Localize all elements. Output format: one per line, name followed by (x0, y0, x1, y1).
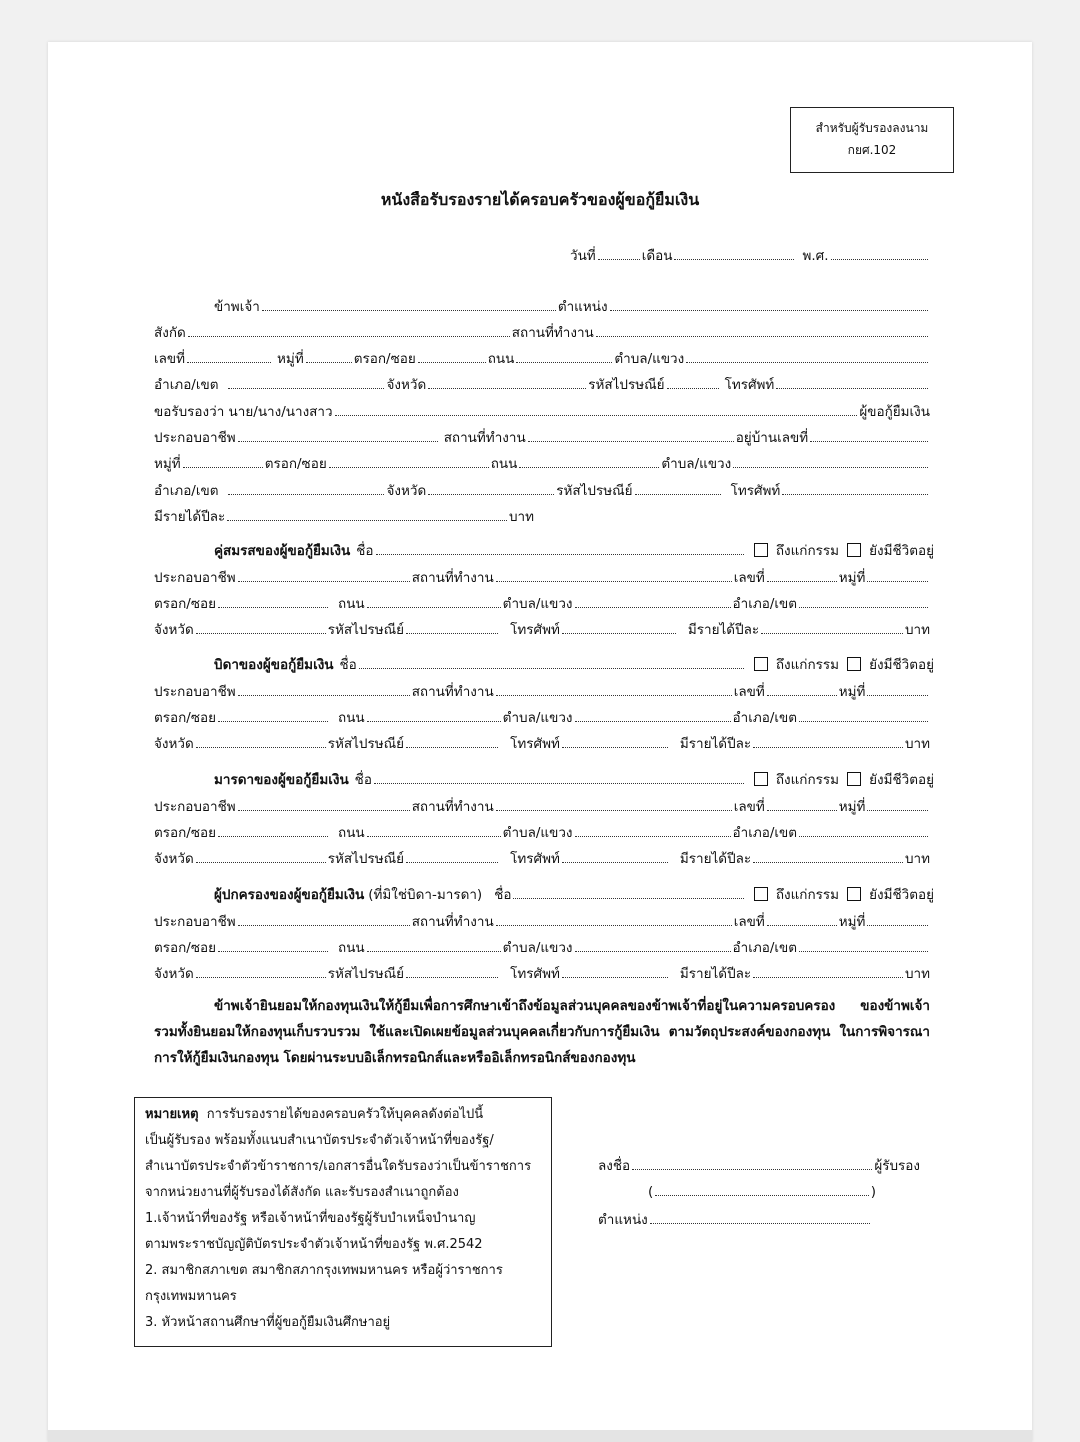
borrower-moo-label: หมู่ที่ (154, 456, 181, 472)
borrower-house-no-label: อยู่บ้านเลขที่ (735, 430, 809, 446)
father-number-field[interactable] (767, 680, 837, 696)
borrower-amphoe-field[interactable] (228, 479, 384, 495)
note-heading: หมายเหตุ (145, 1107, 199, 1122)
mother-line-4 (154, 847, 930, 869)
guardian-phone-label: โทรศัพท์ (510, 966, 560, 982)
signature-field[interactable] (632, 1154, 872, 1170)
father-amphoe-label: อำเภอ/เขต (732, 710, 797, 726)
certifier-agency-label: สังกัด (154, 325, 186, 341)
date-month-label: เดือน (641, 248, 673, 264)
mother-soi-label: ตรอก/ซอย (154, 825, 217, 841)
father-baht-label: บาท (904, 736, 930, 752)
borrower-occupation-label: ประกอบอาชีพ (154, 430, 236, 446)
mother-income-label: มีรายได้ปีละ (679, 851, 752, 867)
spouse-moo-field[interactable] (867, 566, 928, 582)
signature-printed-name-field[interactable] (655, 1180, 868, 1196)
certifier-phone-field[interactable] (776, 373, 928, 389)
note-line-1: เป็นผู้รับรอง พร้อมทั้งแนบสำเนาบัตรประจำตัวเจ้าหน้าที่ของรัฐ/ (145, 1133, 494, 1148)
guardian-name-field[interactable] (513, 883, 743, 899)
guardian-tambon-field[interactable] (575, 936, 731, 952)
father-moo-field[interactable] (867, 680, 928, 696)
guardian-tambon-label: ตำบล/แขวง (502, 940, 573, 956)
mother-phone-label: โทรศัพท์ (510, 851, 560, 867)
mother-soi-field[interactable] (218, 821, 328, 837)
spouse-phone-field[interactable] (562, 618, 676, 634)
borrower-province-label: จังหวัด (386, 483, 427, 499)
father-province-field[interactable] (196, 732, 326, 748)
guardian-soi-field[interactable] (218, 936, 328, 952)
borrower-label: ผู้ขอกู้ยืมเงิน (859, 404, 930, 420)
father-number-label: เลขที่ (733, 684, 765, 700)
mother-number-label: เลขที่ (733, 799, 765, 815)
date-month-field[interactable] (674, 244, 794, 260)
guardian-phone-field[interactable] (562, 962, 668, 978)
spouse-amphoe-field[interactable] (799, 592, 928, 608)
borrower-phone-label: โทรศัพท์ (730, 483, 781, 499)
guardian-line-4 (154, 962, 930, 984)
certifier-amphoe-label: อำเภอ/เขต (154, 377, 219, 393)
spouse-postcode-field[interactable] (406, 618, 498, 634)
note-line-4: 1.เจ้าหน้าที่ของรัฐ หรือเจ้าหน้าที่ของรัฐผู้รับบำเหน็จบำนาญ (145, 1211, 476, 1226)
certifier-amphoe-field[interactable] (228, 373, 384, 389)
guardian-moo-label: หมู่ที่ (838, 914, 866, 930)
certifier-moo-label: หมู่ที่ (277, 351, 304, 367)
mother-workplace-field[interactable] (496, 795, 732, 811)
certifier-moo-field[interactable] (306, 347, 352, 363)
borrower-soi-label: ตรอก/ซอย (264, 456, 327, 472)
mother-tambon-label: ตำบล/แขวง (502, 825, 573, 841)
certifier-province-label: จังหวัด (386, 377, 427, 393)
father-road-label: ถนน (338, 710, 365, 726)
mother-amphoe-field[interactable] (799, 821, 928, 837)
borrower-phone-field[interactable] (782, 479, 928, 495)
guardian-amphoe-label: อำเภอ/เขต (732, 940, 797, 956)
borrower-line-5 (154, 505, 534, 527)
father-province-label: จังหวัด (154, 736, 194, 752)
mother-tambon-field[interactable] (575, 821, 731, 837)
father-deceased-label: ถึงแก่กรรม (775, 657, 840, 673)
certifier-postcode-field[interactable] (667, 373, 719, 389)
spouse-occupation-label: ประกอบอาชีพ (154, 570, 236, 586)
consent-line-3: ในการพิจารณาการให้กู้ยืมเงินกองทุน โดยผ่านระบบอิเล็กทรอนิกส์และหรืออิเล็กทรอนิกส์ของกองทุน (154, 1024, 931, 1066)
father-alive-checkbox[interactable] (847, 657, 861, 671)
borrower-line-4 (154, 479, 930, 501)
guardian-name-label: ชื่อ (494, 887, 512, 903)
guardian-road-field[interactable] (367, 936, 501, 952)
spouse-road-field[interactable] (367, 592, 501, 608)
borrower-workplace-field[interactable] (528, 426, 734, 442)
mother-moo-field[interactable] (867, 795, 928, 811)
certifier-name-field[interactable] (262, 295, 556, 311)
consent-paragraph (154, 993, 930, 1071)
spouse-soi-label: ตรอก/ซอย (154, 596, 217, 612)
spouse-moo-label: หมู่ที่ (838, 570, 866, 586)
father-section-title: บิดาของผู้ขอกู้ยืมเงิน (214, 657, 334, 673)
certifier-name-label: ข้าพเจ้า (214, 299, 260, 315)
mother-province-label: จังหวัด (154, 851, 194, 867)
signature-label: ลงชื่อ (598, 1158, 631, 1174)
father-soi-label: ตรอก/ซอย (154, 710, 217, 726)
guardian-amphoe-field[interactable] (799, 936, 928, 952)
certifier-position-label: ตำแหน่ง (557, 299, 608, 315)
mother-alive-label: ยังมีชีวิตอยู่ (869, 772, 934, 788)
father-phone-field[interactable] (562, 732, 668, 748)
consent-line-1: ข้าพเจ้ายินยอมให้กองทุนเงินให้กู้ยืมเพื่อการศึกษาเข้าถึงข้อมูลส่วนบุคคลของข้าพเจ้าที่อยู่ในความครอบครอง (214, 998, 836, 1014)
father-tambon-field[interactable] (575, 706, 731, 722)
form-code-box (790, 107, 954, 173)
certifier-position-field[interactable] (610, 295, 928, 311)
borrower-road-field[interactable] (519, 452, 659, 468)
spouse-income-label: มีรายได้ปีละ (687, 622, 760, 638)
mother-deceased-checkbox[interactable] (754, 772, 768, 786)
father-heading (214, 653, 934, 675)
mother-baht-label: บาท (904, 851, 930, 867)
father-postcode-field[interactable] (406, 732, 498, 748)
father-soi-field[interactable] (218, 706, 328, 722)
borrower-house-no-field[interactable] (810, 426, 928, 442)
borrower-baht-label: บาท (508, 509, 534, 525)
mother-occupation-label: ประกอบอาชีพ (154, 799, 236, 815)
guardian-occupation-label: ประกอบอาชีพ (154, 914, 236, 930)
borrower-tambon-field[interactable] (733, 452, 928, 468)
spouse-line-3 (154, 592, 930, 614)
note-box (134, 1097, 552, 1347)
spouse-phone-label: โทรศัพท์ (510, 622, 560, 638)
date-day-field[interactable] (598, 244, 640, 260)
mother-moo-label: หมู่ที่ (838, 799, 866, 815)
father-occupation-label: ประกอบอาชีพ (154, 684, 236, 700)
form-code: กยศ.102 (847, 143, 897, 157)
certifier-phone-label: โทรศัพท์ (724, 377, 775, 393)
borrower-occupation-field[interactable] (238, 426, 438, 442)
signature-position-label: ตำแหน่ง (598, 1212, 648, 1228)
mother-line-2 (154, 795, 930, 817)
guardian-line-3 (154, 936, 930, 958)
consent-line-2: ของข้าพเจ้า รวมทั้งยินยอมให้กองทุนเก็บรวบรวม ใช้และเปิดเผยข้อมูลส่วนบุคคลเกี่ยวกับการกู้ยืมเงิน ตามวัตถุประสงค์ของกองทุน (154, 998, 930, 1040)
spouse-tambon-field[interactable] (575, 592, 731, 608)
mother-workplace-label: สถานที่ทำงาน (411, 799, 494, 815)
spouse-road-label: ถนน (338, 596, 365, 612)
guardian-deceased-label: ถึงแก่กรรม (775, 887, 840, 903)
father-line-4 (154, 732, 930, 754)
spouse-soi-field[interactable] (218, 592, 328, 608)
borrower-road-label: ถนน (490, 456, 518, 472)
father-moo-label: หมู่ที่ (838, 684, 866, 700)
date-year-label: พ.ศ. (802, 248, 829, 264)
note-line-3: จากหน่วยงานที่ผู้รับรองได้สังกัด และรับรองสำเนาถูกต้อง (145, 1185, 459, 1200)
borrower-soi-field[interactable] (329, 452, 489, 468)
mother-name-field[interactable] (374, 768, 744, 784)
note-line-6: 2. สมาชิกสภาเขต สมาชิกสภากรุงเทพมหานคร หรือผู้ว่าราชการ (145, 1263, 503, 1278)
borrower-income-label: มีรายได้ปีละ (154, 509, 226, 525)
father-workplace-field[interactable] (496, 680, 732, 696)
certifier-line-1 (214, 295, 930, 317)
certifier-postcode-label: รหัสไปรษณีย์ (588, 377, 665, 393)
guardian-number-label: เลขที่ (733, 914, 765, 930)
father-deceased-checkbox[interactable] (754, 657, 768, 671)
mother-province-field[interactable] (196, 847, 326, 863)
father-alive-label: ยังมีชีวิตอยู่ (869, 657, 934, 673)
mother-road-field[interactable] (367, 821, 501, 837)
signature-certifier-label: ผู้รับรอง (874, 1158, 920, 1174)
guardian-line-2 (154, 910, 930, 932)
spouse-province-field[interactable] (196, 618, 326, 634)
spouse-line-4 (154, 618, 930, 640)
father-tambon-label: ตำบล/แขวง (502, 710, 573, 726)
document-title: หนังสือรับรองรายได้ครอบครัวของผู้ขอกู้ยืมเงิน (380, 190, 700, 209)
date-line (570, 244, 930, 266)
guardian-baht-label: บาท (904, 966, 930, 982)
certifier-line-3 (154, 347, 930, 369)
spouse-number-label: เลขที่ (733, 570, 765, 586)
spouse-workplace-label: สถานที่ทำงาน (411, 570, 494, 586)
spouse-deceased-checkbox[interactable] (754, 543, 768, 557)
borrower-postcode-field[interactable] (635, 479, 721, 495)
certifier-workplace-field[interactable] (596, 321, 928, 337)
spouse-province-label: จังหวัด (154, 622, 194, 638)
father-workplace-label: สถานที่ทำงาน (411, 684, 494, 700)
mother-postcode-label: รหัสไปรษณีย์ (327, 851, 405, 867)
spouse-section-title: คู่สมรสของผู้ขอกู้ยืมเงิน (214, 543, 351, 559)
spouse-name-field[interactable] (376, 539, 744, 555)
mother-number-field[interactable] (767, 795, 837, 811)
note-line-7: กรุงเทพมหานคร (145, 1289, 237, 1304)
note-line-0 (145, 1102, 541, 1128)
borrower-line-3 (154, 452, 930, 474)
signature-open-paren: ( (648, 1184, 654, 1200)
spouse-tambon-label: ตำบล/แขวง (502, 596, 573, 612)
certifier-tambon-field[interactable] (686, 347, 928, 363)
borrower-postcode-label: รหัสไปรษณีย์ (556, 483, 633, 499)
mother-phone-field[interactable] (562, 847, 668, 863)
mother-income-field[interactable] (753, 847, 903, 863)
spouse-line-2 (154, 566, 930, 588)
guardian-income-field[interactable] (753, 962, 903, 978)
guardian-income-label: มีรายได้ปีละ (679, 966, 752, 982)
father-line-2 (154, 680, 930, 702)
mother-amphoe-label: อำเภอ/เขต (732, 825, 797, 841)
spouse-income-field[interactable] (761, 618, 903, 634)
certifier-number-field[interactable] (187, 347, 271, 363)
note-text-0: การรับรองรายได้ของครอบครัวให้บุคคลดังต่อไปนี้ (206, 1107, 484, 1122)
spouse-number-field[interactable] (767, 566, 837, 582)
borrower-line-1 (154, 400, 930, 422)
spouse-postcode-label: รหัสไปรษณีย์ (327, 622, 405, 638)
note-line-2: สำเนาบัตรประจำตัวข้าราชการ/เอกสารอื่นใดรับรองว่าเป็นข้าราชการ (145, 1159, 532, 1174)
guardian-section-subtitle: (ที่มิใช่บิดา-มารดา) (368, 887, 483, 903)
spouse-name-label: ชื่อ (356, 543, 374, 559)
mother-name-label: ชื่อ (354, 772, 372, 788)
certifier-soi-label: ตรอก/ซอย (353, 351, 416, 367)
mother-road-label: ถนน (338, 825, 365, 841)
spouse-alive-label: ยังมีชีวิตอยู่ (869, 543, 934, 559)
father-occupation-field[interactable] (238, 680, 410, 696)
certifier-road-field[interactable] (516, 347, 612, 363)
certifier-number-label: เลขที่ (154, 351, 186, 367)
signature-close-paren: ) (870, 1184, 876, 1200)
document-page (48, 42, 1032, 1442)
borrower-income-field[interactable] (227, 505, 507, 521)
spouse-deceased-label: ถึงแก่กรรม (775, 543, 840, 559)
mother-alive-checkbox[interactable] (847, 772, 861, 786)
borrower-amphoe-label: อำเภอ/เขต (154, 483, 219, 499)
guardian-soi-label: ตรอก/ซอย (154, 940, 217, 956)
guardian-province-label: จังหวัด (154, 966, 194, 982)
guardian-deceased-checkbox[interactable] (754, 887, 768, 901)
guardian-number-field[interactable] (767, 910, 837, 926)
borrower-certify-label: ขอรับรองว่า นาย/นาง/นางสาว (154, 404, 333, 420)
mother-postcode-field[interactable] (406, 847, 498, 863)
signature-name-line (648, 1180, 876, 1202)
guardian-occupation-field[interactable] (238, 910, 410, 926)
certifier-tambon-label: ตำบล/แขวง (614, 351, 685, 367)
spouse-occupation-field[interactable] (238, 566, 410, 582)
spouse-amphoe-label: อำเภอ/เขต (732, 596, 797, 612)
certifier-agency-field[interactable] (188, 321, 510, 337)
father-line-3 (154, 706, 930, 728)
guardian-postcode-field[interactable] (406, 962, 498, 978)
father-amphoe-field[interactable] (799, 706, 928, 722)
mother-section-title: มารดาของผู้ขอกู้ยืมเงิน (214, 772, 349, 788)
borrower-workplace-label: สถานที่ทำงาน (443, 430, 526, 446)
certifier-soi-field[interactable] (418, 347, 486, 363)
spouse-baht-label: บาท (904, 622, 930, 638)
guardian-workplace-field[interactable] (496, 910, 732, 926)
spouse-heading (214, 539, 934, 561)
borrower-province-field[interactable] (428, 479, 554, 495)
mother-heading (214, 768, 934, 790)
mother-deceased-label: ถึงแก่กรรม (775, 772, 840, 788)
note-line-8: 3. หัวหน้าสถานศึกษาที่ผู้ขอกู้ยืมเงินศึกษาอยู่ (145, 1315, 391, 1330)
borrower-tambon-label: ตำบล/แขวง (661, 456, 732, 472)
guardian-heading (214, 883, 934, 905)
certifier-road-label: ถนน (487, 351, 515, 367)
guardian-section-title: ผู้ปกครองของผู้ขอกู้ยืมเงิน (214, 887, 365, 903)
guardian-workplace-label: สถานที่ทำงาน (411, 914, 494, 930)
father-name-field[interactable] (359, 653, 744, 669)
date-day-label: วันที่ (570, 248, 596, 264)
father-postcode-label: รหัสไปรษณีย์ (327, 736, 405, 752)
signature-position-line (598, 1208, 872, 1230)
certifier-province-field[interactable] (428, 373, 586, 389)
father-income-field[interactable] (753, 732, 903, 748)
borrower-line-2 (154, 426, 930, 448)
date-year-field[interactable] (831, 244, 929, 260)
mother-line-3 (154, 821, 930, 843)
guardian-moo-field[interactable] (867, 910, 928, 926)
form-code-caption: สำหรับผู้รับรองลงนาม (815, 121, 929, 135)
signature-position-field[interactable] (650, 1208, 870, 1224)
guardian-road-label: ถนน (338, 940, 365, 956)
guardian-alive-checkbox[interactable] (847, 887, 861, 901)
spouse-workplace-field[interactable] (496, 566, 732, 582)
guardian-province-field[interactable] (196, 962, 326, 978)
note-line-5: ตามพระราชบัญญัติบัตรประจำตัวเจ้าหน้าที่ของรัฐ พ.ศ.2542 (145, 1237, 483, 1252)
father-road-field[interactable] (367, 706, 501, 722)
page-bottom-strip (48, 1430, 1032, 1442)
spouse-alive-checkbox[interactable] (847, 543, 861, 557)
signature-line (598, 1154, 920, 1176)
father-name-label: ชื่อ (339, 657, 357, 673)
borrower-name-field[interactable] (335, 400, 858, 416)
certifier-line-4 (154, 373, 930, 395)
borrower-moo-field[interactable] (183, 452, 263, 468)
mother-occupation-field[interactable] (238, 795, 410, 811)
father-phone-label: โทรศัพท์ (510, 736, 560, 752)
father-income-label: มีรายได้ปีละ (679, 736, 752, 752)
guardian-postcode-label: รหัสไปรษณีย์ (327, 966, 405, 982)
certifier-workplace-label: สถานที่ทำงาน (511, 325, 594, 341)
certifier-line-2 (154, 321, 930, 343)
guardian-alive-label: ยังมีชีวิตอยู่ (869, 887, 934, 903)
